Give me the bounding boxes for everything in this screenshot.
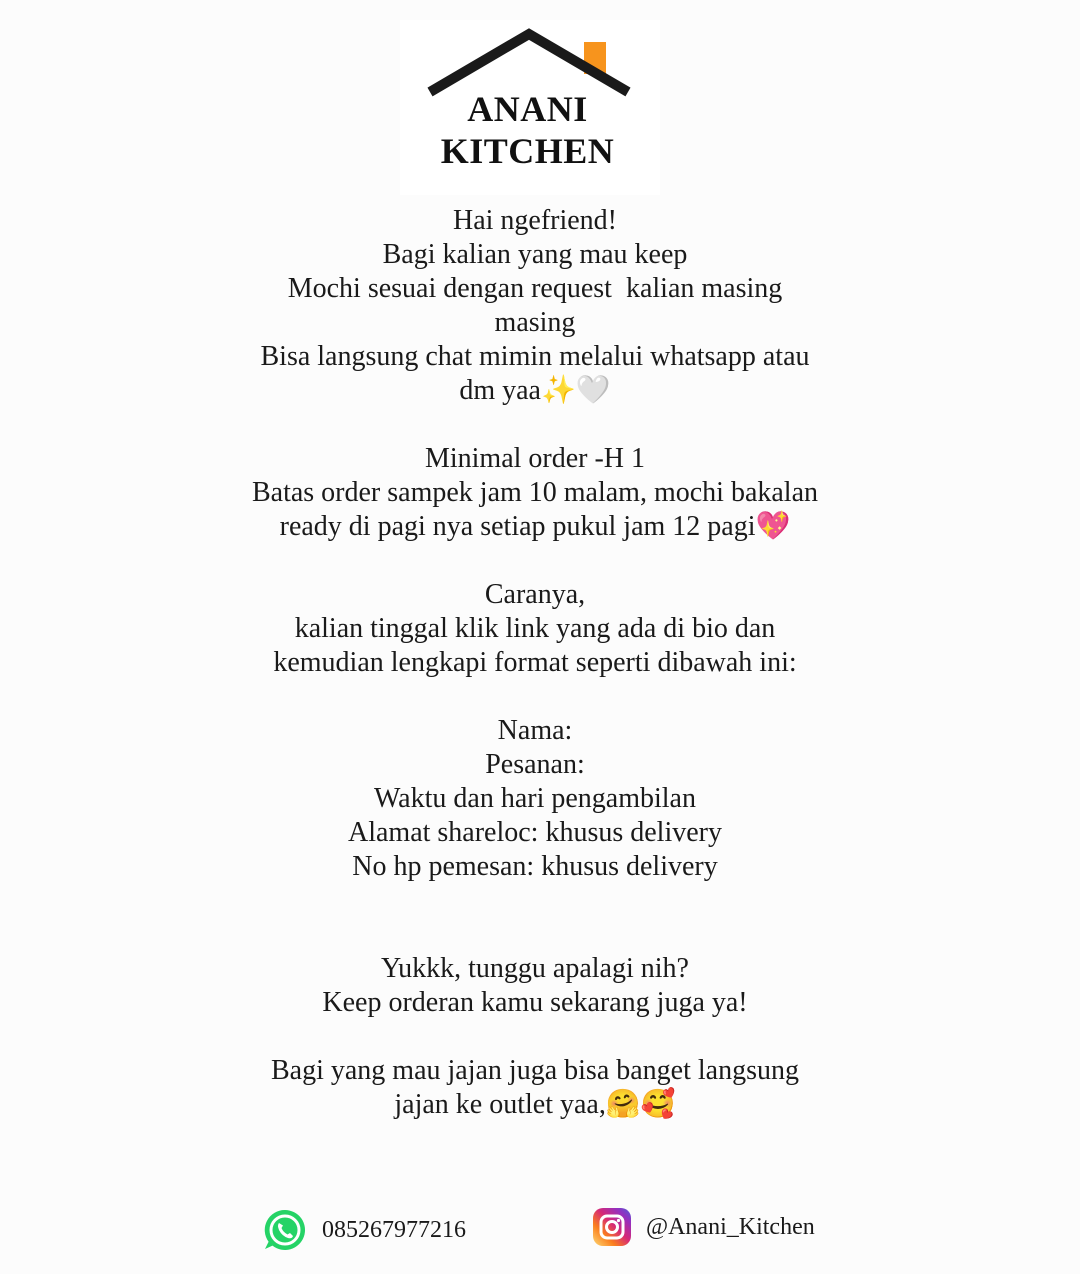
call-to-action-paragraph: Yukkk, tunggu apalagi nih? Keep orderan kamu sekarang juga ya! bbox=[322, 953, 748, 1018]
instagram-icon bbox=[592, 1207, 632, 1247]
instagram-handle: @Anani_Kitchen bbox=[646, 1213, 815, 1240]
instagram-contact[interactable] bbox=[592, 1207, 815, 1247]
greeting-paragraph: Hai ngefriend! Bagi kalian yang mau keep Mochi sesuai dengan request kalian masing masing Bisa langsung chat mimin melalui whatsapp atau dm yaa✨🤍 bbox=[260, 205, 810, 406]
instructions-paragraph: Caranya, kalian tinggal klik link yang ada di bio dan kemudian lengkapi format seperti dibawah ini: bbox=[273, 579, 797, 678]
whatsapp-contact[interactable] bbox=[262, 1207, 466, 1253]
brand-name-line2: KITCHEN bbox=[440, 131, 615, 171]
contact-footer bbox=[0, 1205, 1080, 1255]
brand-name-line1: ANANI bbox=[467, 89, 588, 129]
announcement-text bbox=[250, 204, 820, 1122]
brand-logo bbox=[400, 20, 660, 195]
outlet-paragraph: Bagi yang mau jajan juga bisa banget langsung jajan ke outlet yaa,🤗🥰 bbox=[271, 1055, 806, 1120]
whatsapp-number: 085267977216 bbox=[322, 1216, 466, 1243]
order-format-paragraph: Nama: Pesanan: Waktu dan hari pengambilan Alamat shareloc: khusus delivery No hp pemesan: khusus delivery bbox=[347, 715, 722, 882]
order-rules-paragraph: Minimal order -H 1 Batas order sampek jam 10 malam, mochi bakalan ready di pagi nya setiap pukul jam 12 pagi💖 bbox=[251, 443, 819, 542]
whatsapp-icon bbox=[262, 1207, 308, 1253]
